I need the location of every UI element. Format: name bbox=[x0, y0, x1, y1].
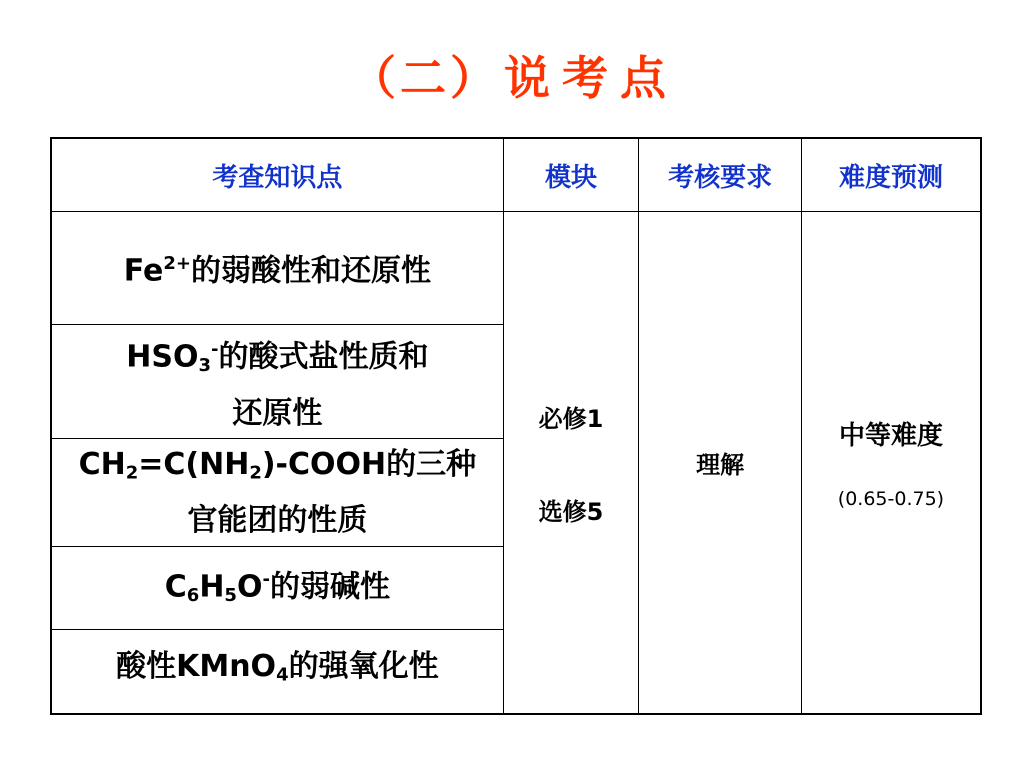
requirement-cell bbox=[639, 212, 802, 714]
title-word-3: 点 bbox=[620, 51, 670, 105]
module-1: 必修1 bbox=[538, 404, 604, 433]
table-header-row bbox=[51, 138, 981, 212]
knowledge-point-4: $C_6H_5O^-$的弱碱性 bbox=[51, 547, 503, 630]
header-requirement: 考核要求 bbox=[639, 138, 802, 212]
difficulty-label: 中等难度 bbox=[838, 421, 943, 452]
knowledge-point-1: $Fe^{2+}$的弱酸性和还原性 bbox=[51, 212, 503, 325]
requirement-value: 理解 bbox=[696, 451, 745, 480]
difficulty-cell bbox=[801, 212, 981, 714]
title-word-2: 考 bbox=[562, 51, 612, 105]
slide-title bbox=[0, 42, 1024, 108]
module-2: 选修5 bbox=[538, 497, 604, 526]
header-knowledge-point: 考查知识点 bbox=[51, 138, 503, 212]
header-module: 模块 bbox=[503, 138, 639, 212]
title-paren: （二） bbox=[350, 51, 500, 105]
knowledge-point-2: $HSO_3^-$的酸式盐性质和 还原性 bbox=[51, 325, 503, 439]
difficulty-range: (0.65-0.75) bbox=[837, 488, 945, 511]
title-word-1: 说 bbox=[504, 51, 554, 105]
table-row bbox=[51, 212, 981, 325]
header-difficulty: 难度预测 bbox=[801, 138, 981, 212]
exam-points-table bbox=[50, 137, 982, 715]
knowledge-point-5: 酸性KMnO$_4$的强氧化性 bbox=[51, 630, 503, 714]
knowledge-point-3: $CH_2=C(NH_2)$-COOH的三种 官能团的性质 bbox=[51, 439, 503, 547]
module-cell bbox=[503, 212, 639, 714]
